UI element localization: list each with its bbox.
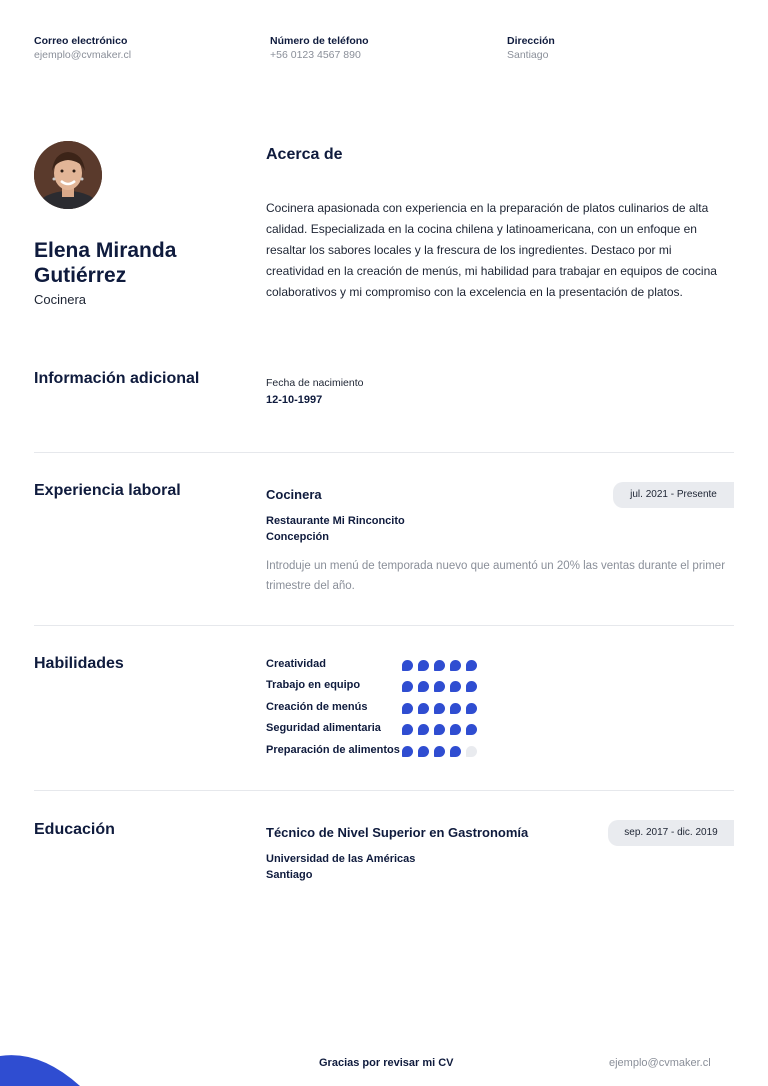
skill-level-dot-empty xyxy=(466,746,477,757)
avatar-photo xyxy=(34,141,102,209)
email-value[interactable]: ejemplo@cvmaker.cl xyxy=(34,49,132,61)
email-label: Correo electrónico xyxy=(34,35,128,47)
job-employer xyxy=(266,513,405,545)
skill-level-dot-filled xyxy=(434,660,445,671)
skill-row xyxy=(266,679,486,695)
education-period-badge: sep. 2017 - dic. 2019 xyxy=(608,820,734,846)
skill-level-dot-filled xyxy=(434,746,445,757)
address-label: Dirección xyxy=(507,35,555,47)
skill-level-dot-filled xyxy=(418,660,429,671)
address-value: Santiago xyxy=(507,49,549,61)
birth-date-label: Fecha de nacimiento xyxy=(266,377,364,389)
footer-thanks: Gracias por revisar mi CV xyxy=(319,1057,454,1069)
skill-level-indicator xyxy=(402,681,477,692)
degree-title: Técnico de Nivel Superior en Gastronomía xyxy=(266,825,529,840)
footer-accent-shape xyxy=(0,1050,90,1086)
birth-date-value: 12-10-1997 xyxy=(266,394,323,406)
candidate-name xyxy=(34,238,176,288)
skill-level-dot-filled xyxy=(450,746,461,757)
education-title: Educación xyxy=(34,821,115,838)
skill-level-dot-filled xyxy=(402,724,413,735)
skill-level-dot-filled xyxy=(418,746,429,757)
phone-value[interactable]: +56 0123 4567 890 xyxy=(270,49,361,61)
skill-level-dot-filled xyxy=(402,703,413,714)
institution-city: Santiago xyxy=(266,869,313,881)
skill-level-dot-filled xyxy=(466,703,477,714)
skill-level-dot-filled xyxy=(450,660,461,671)
job-description: Introduje un menú de temporada nuevo que aumentó un 20% las ventas durante el primer trimestre del año. xyxy=(266,560,726,592)
skill-level-dot-filled xyxy=(466,660,477,671)
skill-name: Seguridad alimentaria xyxy=(266,722,381,735)
footer-email[interactable]: ejemplo@cvmaker.cl xyxy=(609,1057,711,1069)
divider xyxy=(34,452,734,453)
skill-level-dot-filled xyxy=(402,746,413,757)
skill-level-indicator xyxy=(402,746,477,757)
skill-name: Creación de menús xyxy=(266,700,368,713)
skill-level-dot-filled xyxy=(418,703,429,714)
skill-level-dot-filled xyxy=(418,681,429,692)
skill-level-dot-filled xyxy=(402,681,413,692)
phone-contact xyxy=(270,35,369,61)
institution-name: Universidad de las Américas xyxy=(266,853,416,865)
skill-level-dot-filled xyxy=(466,681,477,692)
divider xyxy=(34,790,734,791)
skill-row xyxy=(266,722,486,738)
about-title: Acerca de xyxy=(266,146,343,163)
skill-level-dot-filled xyxy=(450,724,461,735)
name-line-2: Gutiérrez xyxy=(34,264,127,287)
about-text: Cocinera apasionada con experiencia en la preparación de platos culinarios de alta calidad. Especializada en la cocina chilena y latinoamericana, con un enfoque en resaltar los sabores locales y la frescura de los ingredientes. Destaco por mi creatividad en la creación de menús, mi habilidad para trabajar en equipos de cocina colaborativos y mi compromiso con la excelencia en la presentación de platos. xyxy=(266,201,717,299)
phone-label: Número de teléfono xyxy=(270,35,369,47)
candidate-role: Cocinera xyxy=(34,292,87,307)
additional-info-title: Información adicional xyxy=(34,370,200,387)
skill-level-dot-filled xyxy=(466,724,477,735)
divider xyxy=(34,625,734,626)
skill-row xyxy=(266,701,486,717)
name-line-1: Elena Miranda xyxy=(34,239,177,262)
skill-level-dot-filled xyxy=(402,660,413,671)
avatar xyxy=(34,141,102,209)
skill-level-indicator xyxy=(402,724,477,735)
skill-level-indicator xyxy=(402,660,477,671)
skill-name: Trabajo en equipo xyxy=(266,679,361,692)
address-contact xyxy=(507,35,555,61)
email-contact xyxy=(34,35,131,61)
skills-title: Habilidades xyxy=(34,655,124,672)
skill-level-indicator xyxy=(402,703,477,714)
skill-name: Preparación de alimentos xyxy=(266,743,400,756)
company-name: Restaurante Mi Rinconcito xyxy=(266,515,405,527)
skill-level-dot-filled xyxy=(434,703,445,714)
job-title: Cocinera xyxy=(266,487,322,502)
skill-level-dot-filled xyxy=(418,724,429,735)
skill-name: Creatividad xyxy=(266,658,326,670)
skill-row xyxy=(266,658,486,674)
skill-level-dot-filled xyxy=(450,681,461,692)
company-city: Concepción xyxy=(266,531,329,543)
skill-level-dot-filled xyxy=(434,724,445,735)
job-period-badge: jul. 2021 - Presente xyxy=(613,482,734,508)
experience-title: Experiencia laboral xyxy=(34,482,181,499)
skill-row xyxy=(266,744,486,760)
skill-level-dot-filled xyxy=(450,703,461,714)
education-institution xyxy=(266,851,415,883)
skill-level-dot-filled xyxy=(434,681,445,692)
